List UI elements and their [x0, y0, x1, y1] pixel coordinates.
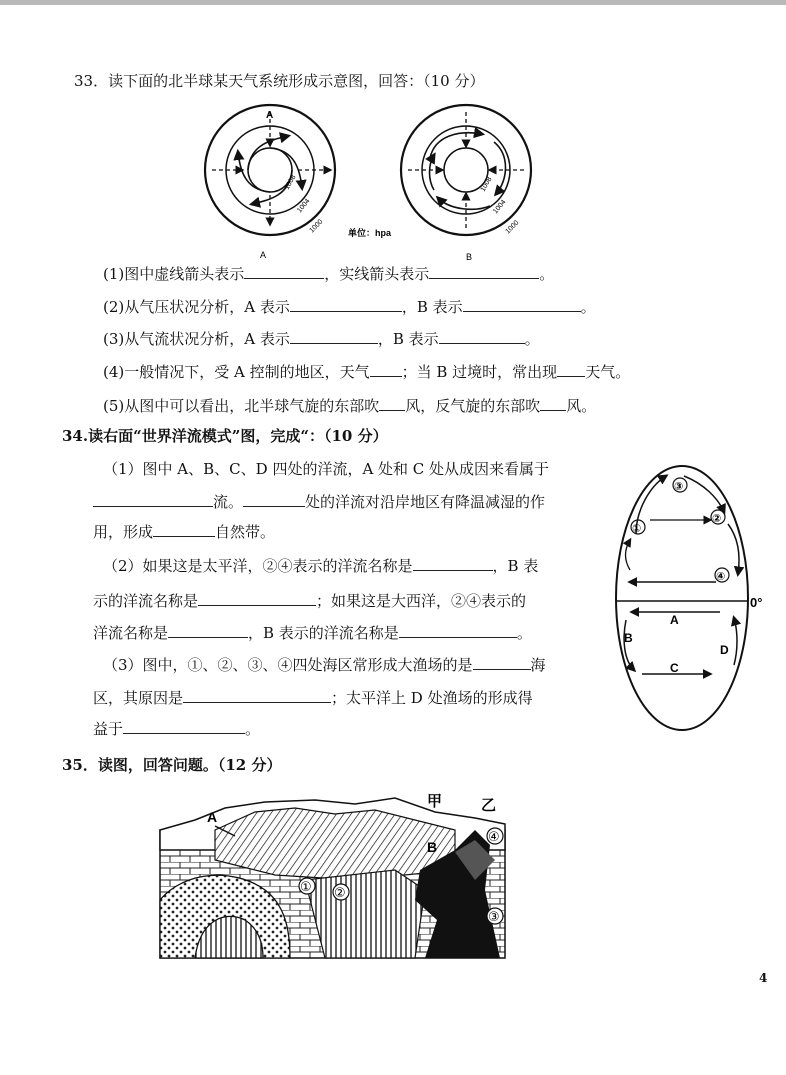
svg-text:1000: 1000: [504, 219, 521, 236]
q33-line-5: (5)从图中可以看出，北半球气旋的东部吹 风，反气旋的东部吹 风。: [103, 397, 597, 415]
label-jia: 甲: [427, 793, 443, 810]
label-b: B: [624, 631, 633, 645]
circle-3: ③: [674, 481, 684, 493]
ocean-current-figure: [600, 460, 780, 740]
q33-line-3: (3)从气流状况分析，A 表示 ，B 表示 。: [103, 330, 540, 348]
circle-1: ①: [300, 879, 312, 894]
svg-text:1008: 1008: [283, 174, 298, 191]
q34-title: 34.读右面“世界洋流模式”图，完成“：（10 分）: [62, 427, 388, 445]
label-a: A: [207, 809, 218, 825]
q35-title: 35．读图，回答问题。（12 分）: [62, 756, 282, 774]
circle-4: ④: [716, 571, 726, 583]
svg-text:1004: 1004: [296, 197, 312, 215]
label-b: B: [427, 839, 438, 855]
page-number: 4: [759, 971, 768, 985]
label-a: A: [670, 613, 679, 627]
svg-text:1000: 1000: [308, 218, 325, 235]
circle-3: ③: [488, 909, 500, 924]
label-c: C: [670, 661, 679, 675]
circle-4: ④: [488, 829, 500, 844]
circle-1: ①: [632, 523, 642, 535]
label-d: D: [720, 643, 729, 657]
q33-line-4: (4)一般情况下，受 A 控制的地区，天气 ；当 B 过境时，常出现 天气。: [103, 363, 631, 381]
q34-p2-line-2: 示的洋流名称是 ；如果这是大西洋，②④表示的: [93, 592, 527, 610]
svg-text:1008: 1008: [479, 176, 494, 193]
label-yi: 乙: [481, 797, 497, 814]
equator-label: 0°: [750, 595, 763, 610]
circle-2: ②: [712, 513, 722, 525]
q34-p1-line-3: 用，形成 自然带。: [93, 523, 276, 541]
svg-text:1004: 1004: [492, 198, 508, 216]
unit-label: 单位：hpa: [348, 228, 392, 238]
q33-figure: [190, 100, 560, 268]
top-border: [0, 0, 786, 5]
q33-title: 33．读下面的北半球某天气系统形成示意图，回答：（10 分）: [74, 72, 485, 90]
q34-p2-line-1: （2）如果这是太平洋，②④表示的洋流名称是 ，B 表: [103, 557, 539, 575]
q34-p3-line-3: 益于 。: [93, 720, 261, 738]
fig-b-label: B: [466, 252, 473, 262]
fig-a-label: A: [260, 250, 267, 260]
circle-2: ②: [334, 885, 346, 900]
q34-p1-line-2: 流。 处的洋流对沿岸地区有降温减湿的作: [93, 492, 545, 512]
diagram-b: [401, 105, 531, 262]
q34-p2-line-3: 洋流名称是 ，B 表示的洋流名称是 。: [93, 624, 532, 642]
geology-figure: [155, 790, 515, 965]
q34-p1-line-1: （1）图中 A、B、C、D 四处的洋流，A 处和 C 处从成因来看属于: [103, 460, 550, 478]
top-label: A: [266, 110, 274, 121]
q33-line-1: (1)图中虚线箭头表示 ，实线箭头表示 。: [103, 265, 555, 283]
q34-p3-line-2: 区，其原因是 ；太平洋上 D 处渔场的形成得: [93, 689, 533, 707]
diagram-a: [205, 105, 335, 260]
q33-line-2: (2)从气压状况分析，A 表示 ，B 表示 。: [103, 298, 596, 316]
q34-p3-line-1: （3）图中，①、②、③、④四处海区常形成大渔场的是 海: [103, 656, 546, 674]
